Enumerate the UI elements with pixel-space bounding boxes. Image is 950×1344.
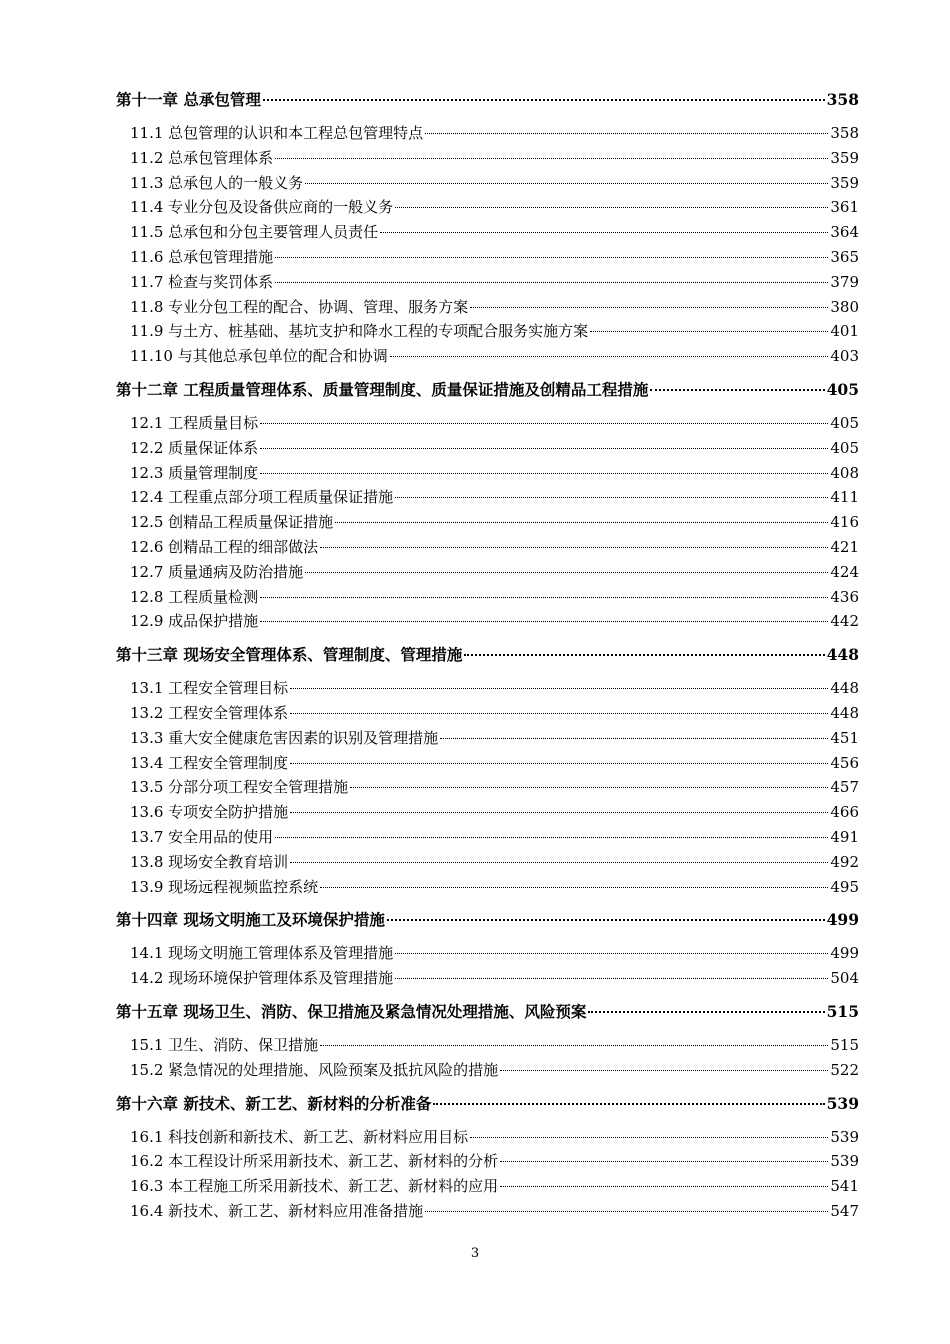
dot-leader <box>320 547 828 548</box>
toc-section-entry[interactable] <box>116 122 859 147</box>
dot-leader <box>590 331 828 332</box>
dot-leader <box>500 1070 828 1071</box>
toc-section-entry[interactable] <box>116 967 859 992</box>
dot-leader <box>275 257 828 258</box>
toc-entry-title: 12.2 质量保证体系 <box>130 438 259 457</box>
toc-entry-page: 541 <box>830 1177 859 1196</box>
toc-entry-page: 456 <box>830 753 859 772</box>
toc-section-entry[interactable] <box>116 561 859 586</box>
toc-entry-page: 515 <box>826 1001 859 1021</box>
dot-leader <box>263 99 825 101</box>
toc-entry-title: 第十六章 新技术、新工艺、新材料的分析准备 <box>116 1093 432 1113</box>
toc-entry-page: 424 <box>830 562 859 581</box>
toc-section-entry[interactable] <box>116 801 859 826</box>
toc-entry-page: 405 <box>826 379 859 399</box>
toc-section-entry[interactable] <box>116 702 859 727</box>
dot-leader <box>290 688 828 689</box>
toc-entry-page: 405 <box>830 413 859 432</box>
dot-leader <box>350 787 828 788</box>
table-of-contents <box>116 88 859 1225</box>
toc-entry-page: 403 <box>830 347 859 366</box>
toc-entry-title: 11.9 与土方、桩基础、基坑支护和降水工程的专项配合服务实施方案 <box>130 322 589 341</box>
dot-leader <box>387 919 825 921</box>
dot-leader <box>470 307 828 308</box>
dot-leader <box>260 597 828 598</box>
toc-entry-title: 11.5 总承包和分包主要管理人员责任 <box>130 223 379 242</box>
dot-leader <box>260 621 828 622</box>
toc-section-entry[interactable] <box>116 172 859 197</box>
toc-entry-title: 12.6 创精品工程的细部做法 <box>130 537 319 556</box>
page-number: 3 <box>470 1246 480 1261</box>
toc-chapter-entry[interactable] <box>116 643 859 669</box>
toc-section-entry[interactable] <box>116 826 859 851</box>
toc-entry-page: 408 <box>830 463 859 482</box>
toc-section-entry[interactable] <box>116 536 859 561</box>
dot-leader <box>290 763 828 764</box>
toc-section-entry[interactable] <box>116 196 859 221</box>
toc-entry-page: 405 <box>830 438 859 457</box>
toc-entry-page: 499 <box>826 910 859 930</box>
toc-entry-title: 13.1 工程安全管理目标 <box>130 679 289 698</box>
toc-entry-page: 457 <box>830 778 859 797</box>
toc-entry-title: 12.9 成品保护措施 <box>130 612 259 631</box>
toc-entry-title: 11.2 总承包管理体系 <box>130 148 274 167</box>
toc-entry-title: 11.7 检查与奖罚体系 <box>130 272 274 291</box>
toc-entry-title: 13.4 工程安全管理制度 <box>130 753 289 772</box>
dot-leader <box>290 812 828 813</box>
dot-leader <box>588 1011 824 1013</box>
toc-section-entry[interactable] <box>116 776 859 801</box>
dot-leader <box>650 389 824 391</box>
toc-entry-title: 13.8 现场安全教育培训 <box>130 852 289 871</box>
toc-entry-title: 13.9 现场远程视频监控系统 <box>130 877 319 896</box>
toc-entry-title: 14.1 现场文明施工管理体系及管理措施 <box>130 944 394 963</box>
toc-entry-title: 14.2 现场环境保护管理体系及管理措施 <box>130 969 394 988</box>
toc-entry-title: 12.8 工程质量检测 <box>130 587 259 606</box>
toc-section-entry[interactable] <box>116 296 859 321</box>
toc-entry-page: 539 <box>830 1127 859 1146</box>
toc-entry-title: 16.1 科技创新和新技术、新工艺、新材料应用目标 <box>130 1127 469 1146</box>
toc-entry-page: 522 <box>830 1060 859 1079</box>
dot-leader <box>275 282 828 283</box>
dot-leader <box>305 572 828 573</box>
toc-entry-page: 466 <box>830 803 859 822</box>
toc-entry-page: 364 <box>830 223 859 242</box>
toc-entry-page: 359 <box>830 173 859 192</box>
toc-entry-page: 492 <box>830 852 859 871</box>
toc-section-entry[interactable] <box>116 511 859 536</box>
dot-leader <box>395 978 828 979</box>
dot-leader <box>464 654 824 656</box>
toc-entry-title: 16.2 本工程设计所采用新技术、新工艺、新材料的分析 <box>130 1152 499 1171</box>
toc-entry-page: 416 <box>830 513 859 532</box>
toc-entry-page: 491 <box>830 827 859 846</box>
dot-leader <box>425 1211 828 1212</box>
toc-entry-title: 13.6 专项安全防护措施 <box>130 803 289 822</box>
toc-section-entry[interactable] <box>116 486 859 511</box>
toc-chapter-entry[interactable] <box>116 378 859 404</box>
toc-entry-title: 12.7 质量通病及防治措施 <box>130 562 304 581</box>
toc-section-entry[interactable] <box>116 246 859 271</box>
toc-entry-page: 359 <box>830 148 859 167</box>
toc-entry-page: 547 <box>830 1201 859 1220</box>
toc-chapter-entry[interactable] <box>116 88 859 114</box>
toc-entry-title: 第十四章 现场文明施工及环境保护措施 <box>116 910 385 930</box>
toc-section-entry[interactable] <box>116 1150 859 1175</box>
toc-section-entry[interactable] <box>116 876 859 901</box>
toc-section-entry[interactable] <box>116 271 859 296</box>
dot-leader <box>500 1161 828 1162</box>
toc-entry-page: 499 <box>830 944 859 963</box>
toc-entry-title: 11.6 总承包管理措施 <box>130 247 274 266</box>
toc-entry-title: 12.5 创精品工程质量保证措施 <box>130 513 334 532</box>
toc-entry-title: 第十三章 现场安全管理体系、管理制度、管理措施 <box>116 645 463 665</box>
toc-section-entry[interactable] <box>116 586 859 611</box>
dot-leader <box>305 183 828 184</box>
toc-section-entry[interactable] <box>116 1175 859 1200</box>
toc-entry-page: 539 <box>830 1152 859 1171</box>
toc-entry-page: 411 <box>830 488 859 507</box>
toc-section-entry[interactable] <box>116 462 859 487</box>
toc-section-entry[interactable] <box>116 147 859 172</box>
toc-entry-title: 13.2 工程安全管理体系 <box>130 703 289 722</box>
toc-section-entry[interactable] <box>116 727 859 752</box>
toc-entry-title: 第十一章 总承包管理 <box>116 90 261 109</box>
toc-section-entry[interactable] <box>116 851 859 876</box>
toc-chapter-entry[interactable] <box>116 1092 859 1118</box>
toc-entry-title: 16.3 本工程施工所采用新技术、新工艺、新材料的应用 <box>130 1177 499 1196</box>
toc-entry-title: 12.3 质量管理制度 <box>130 463 259 482</box>
dot-leader <box>335 522 828 523</box>
dot-leader <box>395 953 828 954</box>
toc-entry-page: 448 <box>826 645 859 665</box>
dot-leader <box>275 158 828 159</box>
toc-section-entry[interactable] <box>116 677 859 702</box>
toc-entry-page: 365 <box>830 247 859 266</box>
toc-section-entry[interactable] <box>116 1200 859 1225</box>
dot-leader <box>260 473 828 474</box>
toc-section-entry[interactable] <box>116 1059 859 1084</box>
dot-leader <box>395 207 828 208</box>
toc-entry-title: 第十二章 工程质量管理体系、质量管理制度、质量保证措施及创精品工程措施 <box>116 379 649 399</box>
toc-entry-page: 442 <box>830 612 859 631</box>
toc-section-entry[interactable] <box>116 942 859 967</box>
dot-leader <box>320 1045 828 1046</box>
dot-leader <box>433 1103 824 1105</box>
dot-leader <box>260 423 828 424</box>
dot-leader <box>260 448 828 449</box>
toc-entry-title: 16.4 新技术、新工艺、新材料应用准备措施 <box>130 1201 424 1220</box>
toc-entry-page: 379 <box>830 272 859 291</box>
toc-entry-page: 539 <box>826 1093 859 1113</box>
toc-entry-title: 11.3 总承包人的一般义务 <box>130 173 304 192</box>
toc-section-entry[interactable] <box>116 752 859 777</box>
toc-section-entry[interactable] <box>116 1126 859 1151</box>
dot-leader <box>320 887 828 888</box>
toc-entry-title: 15.2 紧急情况的处理措施、风险预案及抵抗风险的措施 <box>130 1060 499 1079</box>
dot-leader <box>470 1137 828 1138</box>
toc-section-entry[interactable] <box>116 345 859 370</box>
toc-entry-title: 第十五章 现场卫生、消防、保卫措施及紧急情况处理措施、风险预案 <box>116 1001 587 1021</box>
dot-leader <box>275 837 828 838</box>
toc-entry-title: 12.4 工程重点部分项工程质量保证措施 <box>130 488 394 507</box>
dot-leader <box>500 1186 828 1187</box>
dot-leader <box>290 713 828 714</box>
toc-entry-title: 15.1 卫生、消防、保卫措施 <box>130 1035 319 1054</box>
toc-entry-title: 11.4 专业分包及设备供应商的一般义务 <box>130 198 394 217</box>
dot-leader <box>395 497 828 498</box>
toc-entry-page: 358 <box>826 90 859 109</box>
toc-entry-page: 448 <box>830 703 859 722</box>
toc-entry-title: 11.10 与其他总承包单位的配合和协调 <box>130 347 388 366</box>
dot-leader <box>390 356 829 357</box>
toc-entry-page: 401 <box>830 322 859 341</box>
toc-section-entry[interactable] <box>116 1034 859 1059</box>
toc-entry-page: 358 <box>830 124 859 142</box>
toc-chapter-entry[interactable] <box>116 908 859 934</box>
toc-entry-page: 448 <box>830 679 859 698</box>
toc-entry-page: 380 <box>830 297 859 316</box>
toc-section-entry[interactable] <box>116 221 859 246</box>
toc-entry-title: 13.3 重大安全健康危害因素的识别及管理措施 <box>130 728 439 747</box>
dot-leader <box>380 232 828 233</box>
toc-section-entry[interactable] <box>116 412 859 437</box>
toc-entry-page: 504 <box>830 969 859 988</box>
toc-entry-title: 11.1 总包管理的认识和本工程总包管理特点 <box>130 124 424 142</box>
toc-section-entry[interactable] <box>116 610 859 635</box>
toc-entry-title: 13.5 分部分项工程安全管理措施 <box>130 778 349 797</box>
toc-chapter-entry[interactable] <box>116 1000 859 1026</box>
toc-entry-title: 11.8 专业分包工程的配合、协调、管理、服务方案 <box>130 297 469 316</box>
dot-leader <box>425 133 828 134</box>
toc-entry-title: 13.7 安全用品的使用 <box>130 827 274 846</box>
toc-entry-page: 451 <box>830 728 859 747</box>
toc-entry-page: 436 <box>830 587 859 606</box>
toc-entry-page: 361 <box>830 198 859 217</box>
dot-leader <box>290 862 828 863</box>
toc-section-entry[interactable] <box>116 320 859 345</box>
toc-entry-page: 421 <box>830 537 859 556</box>
dot-leader <box>440 738 828 739</box>
toc-entry-page: 495 <box>830 877 859 896</box>
toc-entry-page: 515 <box>830 1035 859 1054</box>
toc-section-entry[interactable] <box>116 437 859 462</box>
toc-entry-title: 12.1 工程质量目标 <box>130 413 259 432</box>
